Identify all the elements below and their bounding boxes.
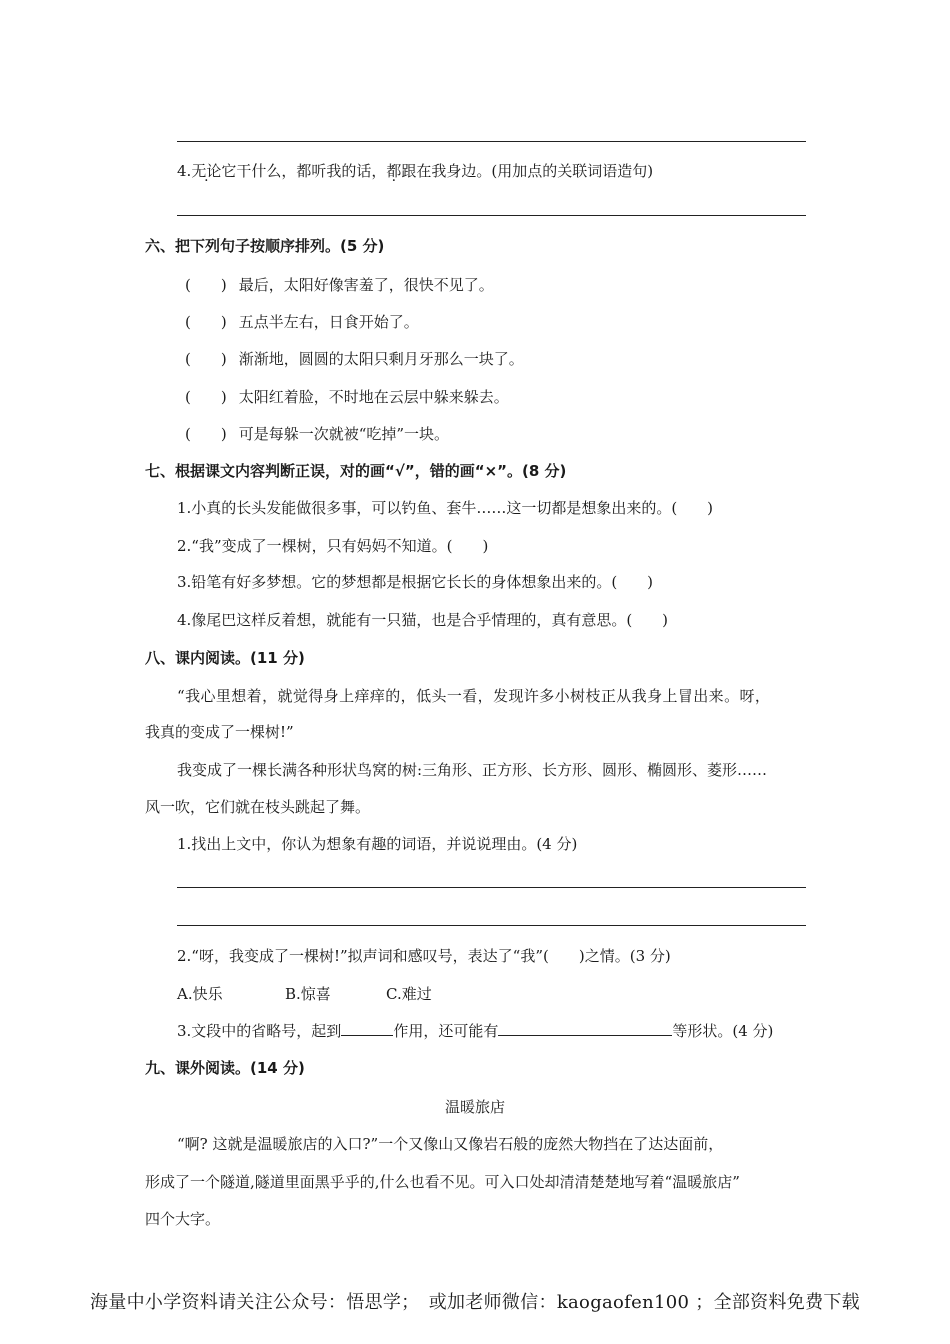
reading-passage-line: 四个大字。 [145,1210,221,1228]
order-blank[interactable]: ( ) [185,313,227,331]
reading-question-2: 2.“呀，我变成了一棵树!”拟声词和感叹号，表达了“我”( )之情。(3 分) [177,947,671,965]
judge-item[interactable]: 4.像尾巴这样反着想，就能有一只猫，也是合乎情理的，真有意思。( ) [177,611,669,629]
option-a[interactable]: A.快乐 [177,985,223,1003]
fill-blank[interactable] [498,1035,672,1036]
answer-line[interactable] [177,925,806,926]
question-text: 3.文段中的省略号，起到 [177,1022,342,1040]
reading-passage-line: “我心里想着，就觉得身上痒痒的，低头一看，发现许多小树枝正从我身上冒出来。呀， [177,687,771,705]
order-item [185,423,449,444]
sentence-text: 它干什么，都听我的话， [221,162,387,180]
section-7-heading: 七、根据课文内容判断正误，对的画“√”，错的画“×”。(8 分) [145,462,567,480]
item-number: 4. [177,162,192,180]
order-item [185,311,419,332]
order-sentence: 可是每躲一次就被“吃掉”一块。 [238,425,450,443]
section-8-heading: 八、课内阅读。(11 分) [145,649,305,667]
order-blank[interactable]: ( ) [185,388,227,406]
reading-passage-line: “啊? 这就是温暖旅店的入口?”一个又像山又像岩石般的庞然大物挡在了达达面前， [177,1135,724,1153]
order-blank[interactable]: ( ) [185,276,227,294]
order-blank[interactable]: ( ) [185,425,227,443]
option-c[interactable]: C.难过 [386,985,432,1003]
reading-passage-line: 风一吹，它们就在枝头跳起了舞。 [145,798,371,816]
order-blank[interactable]: ( ) [185,350,227,368]
order-item [185,274,494,295]
judge-item[interactable]: 1.小真的长头发能做很多事，可以钓鱼、套牛……这一切都是想象出来的。( ) [177,499,714,517]
sentence-text: 跟在我身边。(用加点的关联词语造句) [401,162,654,180]
passage-title: 温暖旅店 [444,1098,505,1116]
answer-line [177,141,806,142]
section-6-heading: 六、把下列句子按顺序排列。(5 分) [145,237,385,255]
question-5-item-4 [177,160,653,181]
reading-passage-line: 我真的变成了一棵树!” [145,723,294,741]
reading-passage-line: 我变成了一棵长满各种形状鸟窝的树:三角形、正方形、长方形、圆形、椭圆形、菱形…… [177,761,768,779]
footer-notice: 海量中小学资料请关注公众号：悟思学； 或加老师微信：kaogaofen100 ；全部资料免费下载 [90,1292,860,1313]
reading-passage-line: 形成了一个隧道,隧道里面黑乎乎的,什么也看不见。可入口处却清清楚楚地写着“温暖旅店” [145,1173,740,1191]
dotted-word: 都 [386,162,402,180]
dotted-word: 无论 [191,162,222,180]
order-sentence: 最后，太阳好像害羞了，很快不见了。 [238,276,494,294]
question-text: 作用，还可能有 [393,1022,499,1040]
order-sentence: 太阳红着脸，不时地在云层中躲来躲去。 [238,388,509,406]
option-b[interactable]: B.惊喜 [285,985,331,1003]
judge-item[interactable]: 3.铅笔有好多梦想。它的梦想都是根据它长长的身体想象出来的。( ) [177,573,654,591]
order-item [185,386,509,407]
reading-question-1: 1.找出上文中，你认为想象有趣的词语，并说说理由。(4 分) [177,835,578,853]
reading-question-3 [177,1020,773,1041]
order-sentence: 五点半左右，日食开始了。 [238,313,419,331]
judge-item[interactable]: 2.“我”变成了一棵树，只有妈妈不知道。( ) [177,537,489,555]
section-9-heading: 九、课外阅读。(14 分) [145,1059,305,1077]
answer-line [177,215,806,216]
question-text: 等形状。(4 分) [672,1022,774,1040]
fill-blank[interactable] [341,1035,393,1036]
order-item [185,348,524,369]
order-sentence: 渐渐地，圆圆的太阳只剩月牙那么一块了。 [238,350,524,368]
answer-line[interactable] [177,887,806,888]
